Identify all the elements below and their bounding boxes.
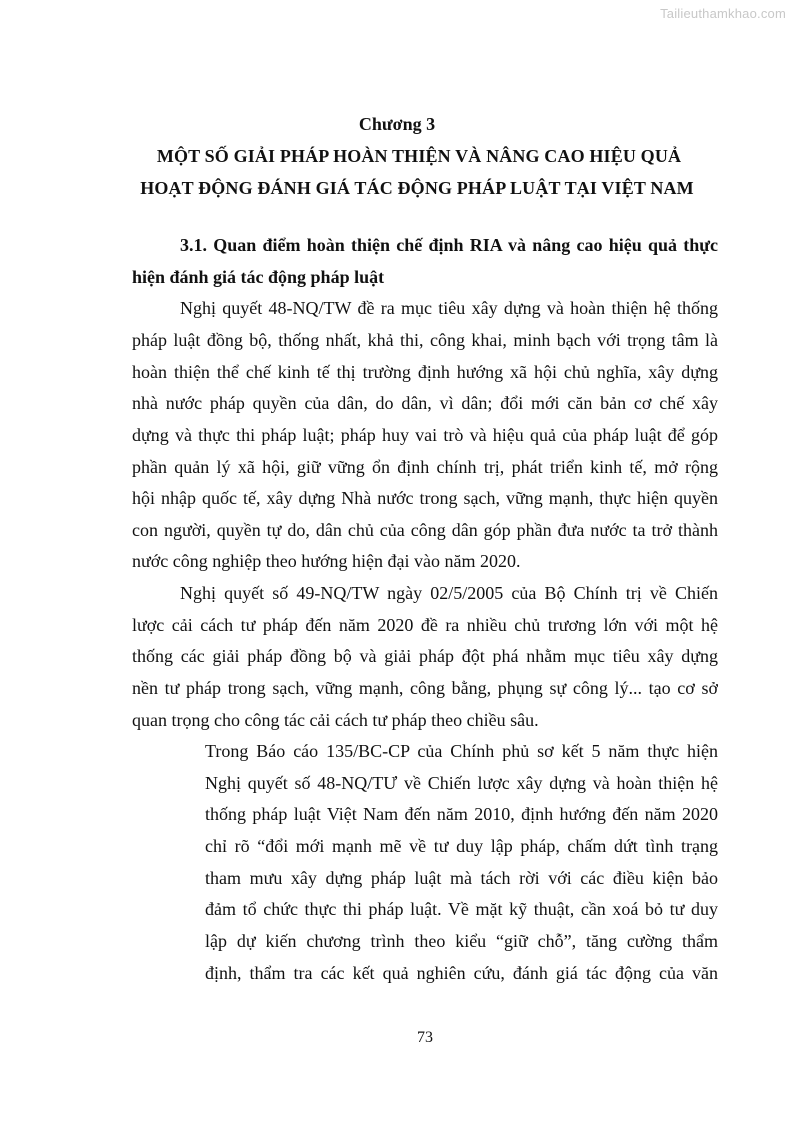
quote-line: Trong Báo cáo 135/BC-CP của Chính phủ sơ kết 5 năm thực hiện	[205, 741, 718, 761]
page-number: 73	[417, 1029, 433, 1046]
watermark: Tailieuthamkhao.com	[660, 6, 786, 21]
paragraph-line: Nghị quyết số 49-NQ/TW ngày 02/5/2005 của Bộ Chính trị về Chiến	[180, 583, 718, 603]
paragraph-line: lược cải cách tư pháp đến năm 2020 đề ra nhiều chủ trương lớn với một hệ	[132, 615, 718, 635]
quote-line: thống pháp luật Việt Nam đến năm 2010, định hướng đến năm 2020	[205, 804, 718, 824]
paragraph-line: nhà nước pháp quyền của dân, do dân, vì dân; đổi mới căn bản cơ chế xây	[132, 393, 718, 413]
paragraph-line: quan trọng cho công tác cải cách tư pháp theo chiều sâu.	[132, 710, 539, 730]
quote-line: Nghị quyết số 48-NQ/TƯ về Chiến lược xây dựng và hoàn thiện hệ	[205, 773, 718, 793]
paragraph-line: nước công nghiệp theo hướng hiện đại vào năm 2020.	[132, 551, 521, 571]
paragraph-line: Nghị quyết 48-NQ/TW đề ra mục tiêu xây dựng và hoàn thiện hệ thống	[180, 298, 718, 318]
quote-line: định, thẩm tra các kết quả nghiên cứu, đánh giá tác động của văn	[205, 963, 718, 983]
quote-line: tham mưu xây dựng pháp luật mà tách rời với các điều kiện bảo	[205, 868, 718, 888]
quote-line: chỉ rõ “đổi mới mạnh mẽ về tư duy lập pháp, chấm dứt tình trạng	[205, 836, 718, 856]
paragraph-line: phần quản lý xã hội, giữ vững ổn định chính trị, phát triển kinh tế, mở rộng	[132, 457, 718, 477]
chapter-label: Chương 3	[358, 114, 436, 134]
paragraph-line: pháp luật đồng bộ, thống nhất, khả thi, công khai, minh bạch với trọng tâm là	[132, 330, 718, 350]
quote-line: lập dự kiến chương trình theo kiểu “giữ chỗ”, tăng cường thẩm	[205, 931, 718, 951]
quote-line: đảm tổ chức thực thi pháp luật. Về mặt kỹ thuật, cần xoá bỏ tư duy	[205, 899, 718, 919]
paragraph-line: con người, quyền tự do, dân chủ của công dân góp phần đưa nước ta trở thành	[132, 520, 718, 540]
section-heading-line: 3.1. Quan điểm hoàn thiện chế định RIA và nâng cao hiệu quả thực	[180, 235, 718, 255]
paragraph-line: hội nhập quốc tế, xây dựng Nhà nước trong sạch, vững mạnh, thực hiện quyền	[132, 488, 718, 508]
paragraph-line: thống các giải pháp đồng bộ và giải pháp đột phá nhằm mục tiêu xây dựng	[132, 646, 718, 666]
section-heading-line: hiện đánh giá tác động pháp luật	[132, 267, 385, 287]
chapter-title-line: MỘT SỐ GIẢI PHÁP HOÀN THIỆN VÀ NÂNG CAO HIỆU QUẢ	[156, 146, 682, 166]
paragraph-line: nền tư pháp trong sạch, vững mạnh, công bằng, phụng sự công lý... tạo cơ sở	[132, 678, 718, 698]
chapter-title-line: HOẠT ĐỘNG ĐÁNH GIÁ TÁC ĐỘNG PHÁP LUẬT TẠI VIỆT NAM	[140, 178, 694, 198]
paragraph-line: hoàn thiện thể chế kinh tế thị trường định hướng xã hội chủ nghĩa, xây dựng	[132, 362, 718, 382]
paragraph-line: dựng và thực thi pháp luật; pháp huy vai trò và hiệu quả của pháp luật để góp	[132, 425, 718, 445]
